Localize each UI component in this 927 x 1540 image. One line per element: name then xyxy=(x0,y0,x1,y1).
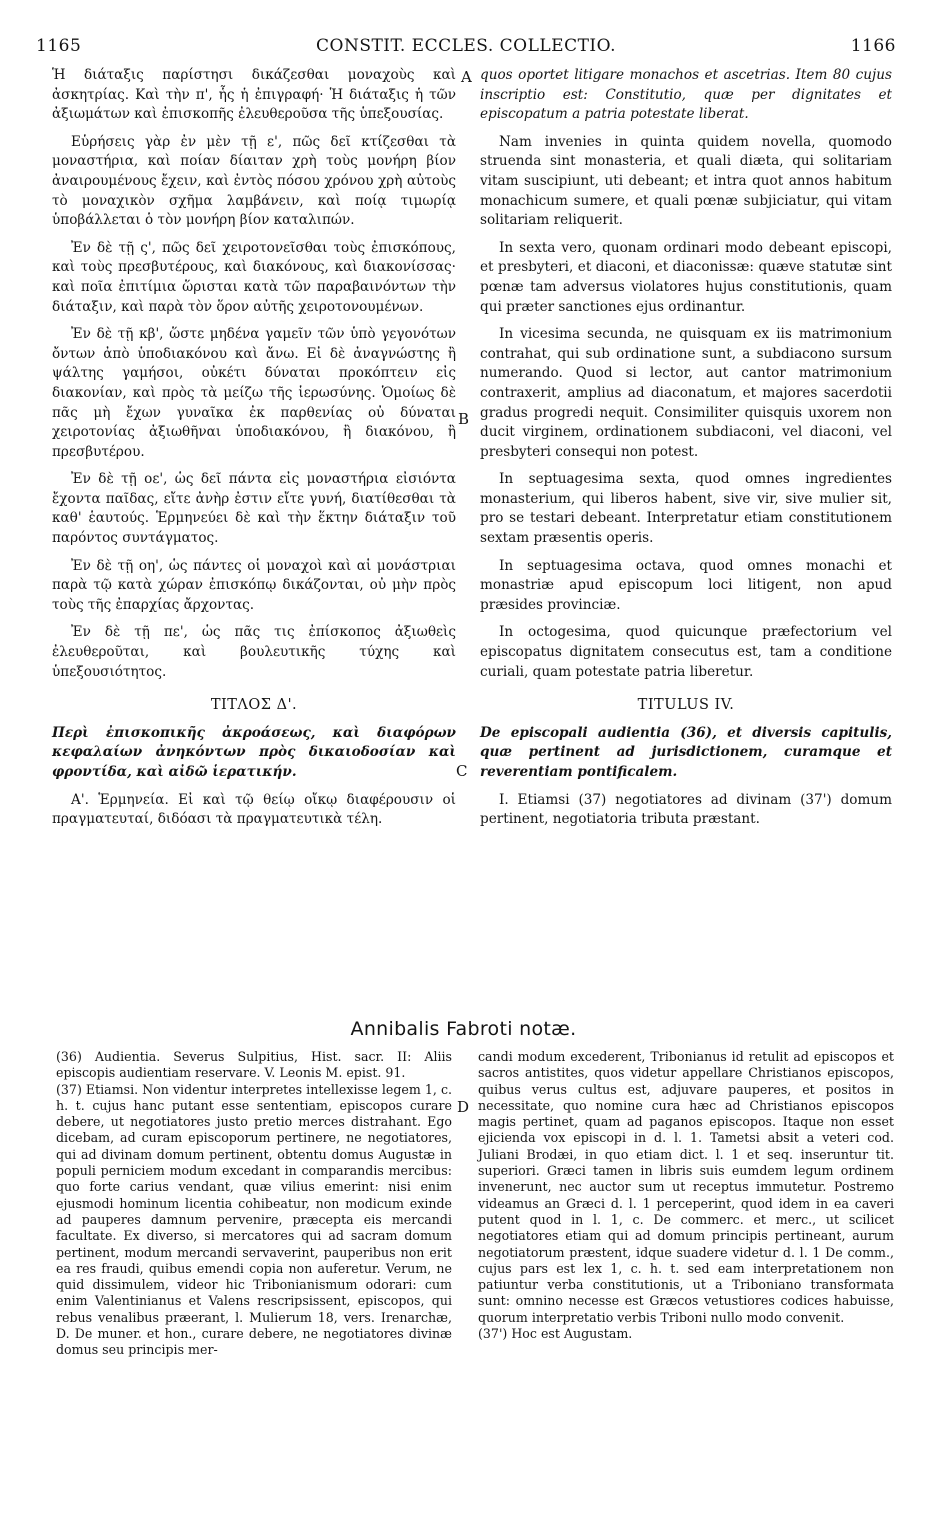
running-header xyxy=(36,36,896,62)
footnote: candi modum excederent, Tribonianus id retulit ad episcopos et sacros antistites, quos videtur appellare Christianos episcopos, quibus verus cultus est, adjuvare pauperes, et positos in necessitate, quo nomine cura hæc ad Christianos episcopos magis pertinet, quam ad paganos episcopos. Itaque non esset ejicienda vox episcopi in d. l. 1. Tametsi absit a veteri cod. Juliani Brodæi, in quo etiam dict. l. 1 et seq. inseruntur tit. superiori. Græci tamen in libris suis eumdem legum ordinem invenerunt, nec auctor sum ut receptus immutetur. Postremo videamus an Græci d. l. 1 perceperint, quod idem in ea caveri putent quod in l. 1, c. De commerc. et merc., ut scilicet negotiatores etiam qui ad domum principis pertineant, aurum negotiatorum præstent, idque suadere videtur d. l. 1 De comm., cujus pars est lex 1, c. h. t. sed eam interpretationem non patiuntur verba constitutionis, ut a Triboniano transformata sunt: omnino necesse est Græcos vetustiores codices habuisse, quorum interpretatio verbis Triboni nullo modo convenit. xyxy=(478,1049,894,1325)
latin-paragraph: Nam invenies in quinta quidem novella, quomodo struenda sint monasteria, et quali diæta, qui solitariam vitam suscipiunt, uti debeant; et intra quot annos habitum monachicum sumere, et quali pœnæ subjiciatur, qui vitam solitariam reliquerit. xyxy=(480,133,892,229)
latin-title-heading: TITULUS IV. xyxy=(637,697,735,714)
latin-paragraph: In sexta vero, quonam ordinari modo debeant episcopi, et presbyteri, et diaconi, et diaconissæ: quæve statutæ sint pœnæ tam adversus violatores hujus constitutionis, quam qui præter sanctiones ejus ordinantur. xyxy=(480,239,892,315)
greek-paragraph: Ἐν δὲ τῇ ς', πῶς δεῖ χειροτονεῖσθαι τοὺς ἐπισκόπους, καὶ τοὺς πρεσβυτέρους, καὶ διακόνους, καὶ διακονίσσας· καὶ ποῖα ἐπιτίμια ὥρισται κατὰ τῶν παραβαινόντων τὴν διάταξιν, καὶ παρὰ τὸν ὅρον αὐτῆς χειροτονουμένων. xyxy=(52,239,456,315)
notes-left-column xyxy=(56,1049,452,1359)
page-number-right: 1166 xyxy=(850,36,896,56)
notes-right-column xyxy=(478,1049,894,1342)
running-title: CONSTIT. ECCLES. COLLECTIO. xyxy=(316,36,616,56)
latin-paragraph: In octogesima, quod quicunque præfectorium vel episcopatus dignitatem consecutus est, tam a conditione curiali, quam potestate patria liberetur. xyxy=(480,624,892,680)
latin-title-subtitle: De episcopali audientia (36), et diversis capitulis, quæ pertinent ad jurisdictionem, curamque et reverentiam pontificalem. xyxy=(480,724,892,780)
greek-paragraph: Ἡ διάταξις παρίστησι δικάζεσθαι μοναχοὺς καὶ ἀσκητρίας. Καὶ τὴν π', ἧς ἡ ἐπιγραφή· Ἡ διάταξις ἡ τῶν ἀξιωμάτων καὶ ἐπισκοπῆς ἐλευθεροῦσα τῆς ὑπεξουσίας. xyxy=(52,67,456,123)
greek-column xyxy=(52,66,456,830)
latin-paragraph: In septuagesima sexta, quod omnes ingredientes monasterium, qui liberos habent, sive vir, sive mulier sit, pro se testari debeant. Interpretatur etiam constitutionem sextam præsentis operis. xyxy=(480,471,892,547)
greek-paragraph: Ἐν δὲ τῇ κβ', ὥστε μηδένα γαμεῖν τῶν ὑπὸ γεγονότων ὄντων ἀπὸ ὑποδιακόνου καὶ ἄνω. Εἰ δὲ ἀναγνώστης ἢ ψάλτης γαμήσοι, οὐκέτι δύναται προκόπτειν εἰς διακονίαν, καὶ πρὸς τὰ μείζω τῆς ἱερωσύνης. Ὁμοίως δὲ πᾶς μὴ ἔχων γυναῖκα ἐκ παρθενίας οὐ δύναται χειροτονίας ἀξιωθῆναι ὑποδιακόνου, ἢ διακόνου, ἢ πρεσβυτέρου. xyxy=(52,326,456,460)
notes-heading: Annibalis Fabroti notæ. xyxy=(350,1018,577,1040)
page-number-left: 1165 xyxy=(36,36,82,56)
latin-paragraph: In vicesima secunda, ne quisquam ex iis matrimonium contrahat, qui sub ordinatione sunt, a subdiacono sursum numerando. Quod si lector, aut cantor matrimonium contraxerit, amplius ad diaconatum, et majores sacerdotii gradus progredi nequit. Consimiliter quisquis uxorem non ducit virginem, ordinationem subdiaconi, vel diaconi, vel presbyteri consequi non potest. xyxy=(480,326,892,460)
latin-column xyxy=(480,66,892,830)
margin-marker-b: B xyxy=(458,410,470,428)
greek-title-subtitle: Περὶ ἐπισκοπικῆς ἀκροάσεως, καὶ διαφόρων κεφαλαίων ἀνηκόντων πρὸς δικαιοδοσίαν καὶ φροντίδα, καὶ αἰδῶ ἱερατικήν. xyxy=(52,724,456,780)
latin-paragraph: quos oportet litigare monachos et ascetrias. Item 80 cujus inscriptio est: Constitutio, quæ per dignitates et episcopatum a patria potestate liberat. xyxy=(480,67,892,123)
greek-paragraph: Εὑρήσεις γὰρ ἐν μὲν τῇ ε', πῶς δεῖ κτίζεσθαι τὰ μοναστήρια, καὶ ποίαν δίαιταν χρὴ τοὺς μονήρη βίον ἀναιρουμένους ἔχειν, καὶ ἐντὸς πόσου χρόνου χρὴ αὐτοὺς τὸ μοναχικὸν σχῆμα λαμβάνειν, καὶ ποίᾳ τιμωρίᾳ ὑποβάλλεται ὁ τὸν μονήρη βίον καταλιπών. xyxy=(52,133,456,229)
margin-marker-d: D xyxy=(457,1098,470,1116)
greek-paragraph: Ἐν δὲ τῇ πε', ὡς πᾶς τις ἐπίσκοπος ἀξιωθεὶς ἐλευθεροῦται, καὶ βουλευτικῆς τύχης καὶ ὑπεξουσιότητος. xyxy=(52,624,456,680)
greek-paragraph: Ἐν δὲ τῇ οη', ὡς πάντες οἱ μοναχοὶ καὶ αἱ μονάστριαι παρὰ τῷ κατὰ χώραν ἐπισκόπῳ δικάζονται, οὐ μὴν πρὸς τοὺς τῆς ἐπαρχίας ἄρχοντας. xyxy=(52,557,456,613)
latin-paragraph: I. Etiamsi (37) negotiatores ad divinam (37') domum pertinent, negotiatoria tributa præstant. xyxy=(480,791,892,828)
footnote: (37') Hoc est Augustam. xyxy=(478,1326,633,1342)
greek-title-heading: ΤΙΤΛΟΣ Δ'. xyxy=(210,697,298,714)
latin-paragraph: In septuagesima octava, quod omnes monachi et monastriæ apud episcopum loci litigent, non apud præsides provinciæ. xyxy=(480,557,892,613)
footnote: (37) Etiamsi. Non videntur interpretes intellexisse legem 1, c. h. t. cujus hanc putant esse sententiam, episcopos curare debere, ut negotiatores justo pretio merces distrahant. Ego dicebam, ad curam episcoporum pertinere, ne negotiatores, qui ad divinam domum pertinent, obtentu domus Augustæ in populi perniciem modum excedant in comparandis mercibus: quo forte carius vendant, quæ vilius emerint: nisi enim ejusmodi hominum licentia cohibeatur, non modicum exinde ad pauperes damnum pervenire, præcepta eis mercandi facultate. Ex diverso, si mercatores qui ad sacram domum pertinent, modum mercandi servaverint, pauperibus non erit ea res fraudi, quibus emendi copia non auferetur. Verum, ne quid dissimulem, videor hic Tribonianismum odorari: cum enim Valentinianus et Valens rescripsissent, episcopos, qui rebus venalibus præerant, l. Mulierum 18, vers. Irenarchæ, D. De muner. et hon., curare debere, ne negotiatores divinæ domus seu principis mer- xyxy=(56,1081,452,1358)
greek-paragraph: Ἐν δὲ τῇ οε', ὡς δεῖ πάντα εἰς μοναστήρια εἰσιόντα ἔχοντα παῖδας, εἴτε ἀνὴρ ἐστιν εἴτε γυνή, διατίθεσθαι τὰ καθ' ἑαυτούς. Ἑρμηνεύει δὲ καὶ τὴν ἕκτην διάταξιν τοῦ παρόντος συντάγματος. xyxy=(52,471,456,547)
margin-marker-a: A xyxy=(461,68,472,86)
greek-paragraph: Α'. Ἑρμηνεία. Εἰ καὶ τῷ θείῳ οἴκῳ διαφέρουσιν οἱ πραγματευταί, διδόασι τὰ πραγματευτικὰ τέλη. xyxy=(52,791,456,828)
footnote: (36) Audientia. Severus Sulpitius, Hist. sacr. II: Aliis episcopis audientiam reservare. V. Leonis M. epist. 91. xyxy=(56,1049,452,1081)
margin-marker-c: C xyxy=(456,762,468,780)
